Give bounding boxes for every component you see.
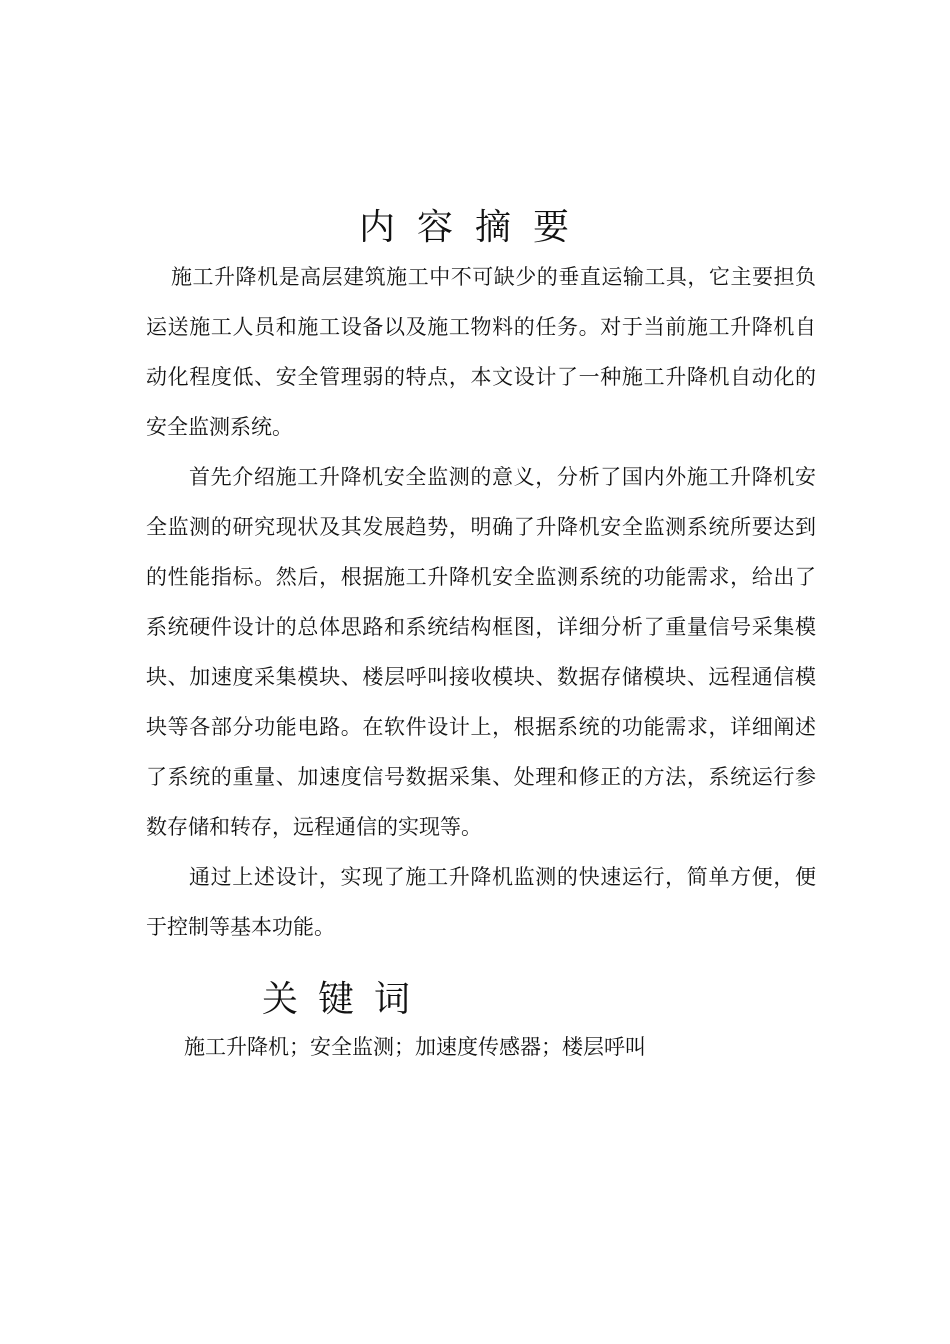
abstract-paragraph-3: 通过上述设计，实现了施工升降机监测的快速运行，简单方便，便于控制等基本功能。 <box>146 865 816 939</box>
keywords-text: 施工升降机；安全监测；加速度传感器；楼层呼叫 <box>184 1035 646 1059</box>
abstract-paragraph-1: 施工升降机是高层建筑施工中不可缺少的垂直运输工具，它主要担负运送施工人员和施工设备以及施工物料的任务。对于当前施工升降机自动化程度低、安全管理弱的特点，本文设计了一种施工升降机自动化的安全监测系统。 <box>146 265 816 439</box>
abstract-paragraph-2: 首先介绍施工升降机安全监测的意义，分析了国内外施工升降机安全监测的研究现状及其发展趋势，明确了升降机安全监测系统所要达到的性能指标。然后，根据施工升降机安全监测系统的功能需求，给出了系统硬件设计的总体思路和系统结构框图，详细分析了重量信号采集模块、加速度采集模块、楼层呼叫接收模块、数据存储模块、远程通信模块等各部分功能电路。在软件设计上，根据系统的功能需求，详细阐述了系统的重量、加速度信号数据采集、处理和修正的方法，系统运行参数存储和转存，远程通信的实现等。 <box>146 465 816 839</box>
abstract-title: 内容摘要 <box>358 207 591 248</box>
keywords-title: 关键词 <box>262 979 431 1020</box>
